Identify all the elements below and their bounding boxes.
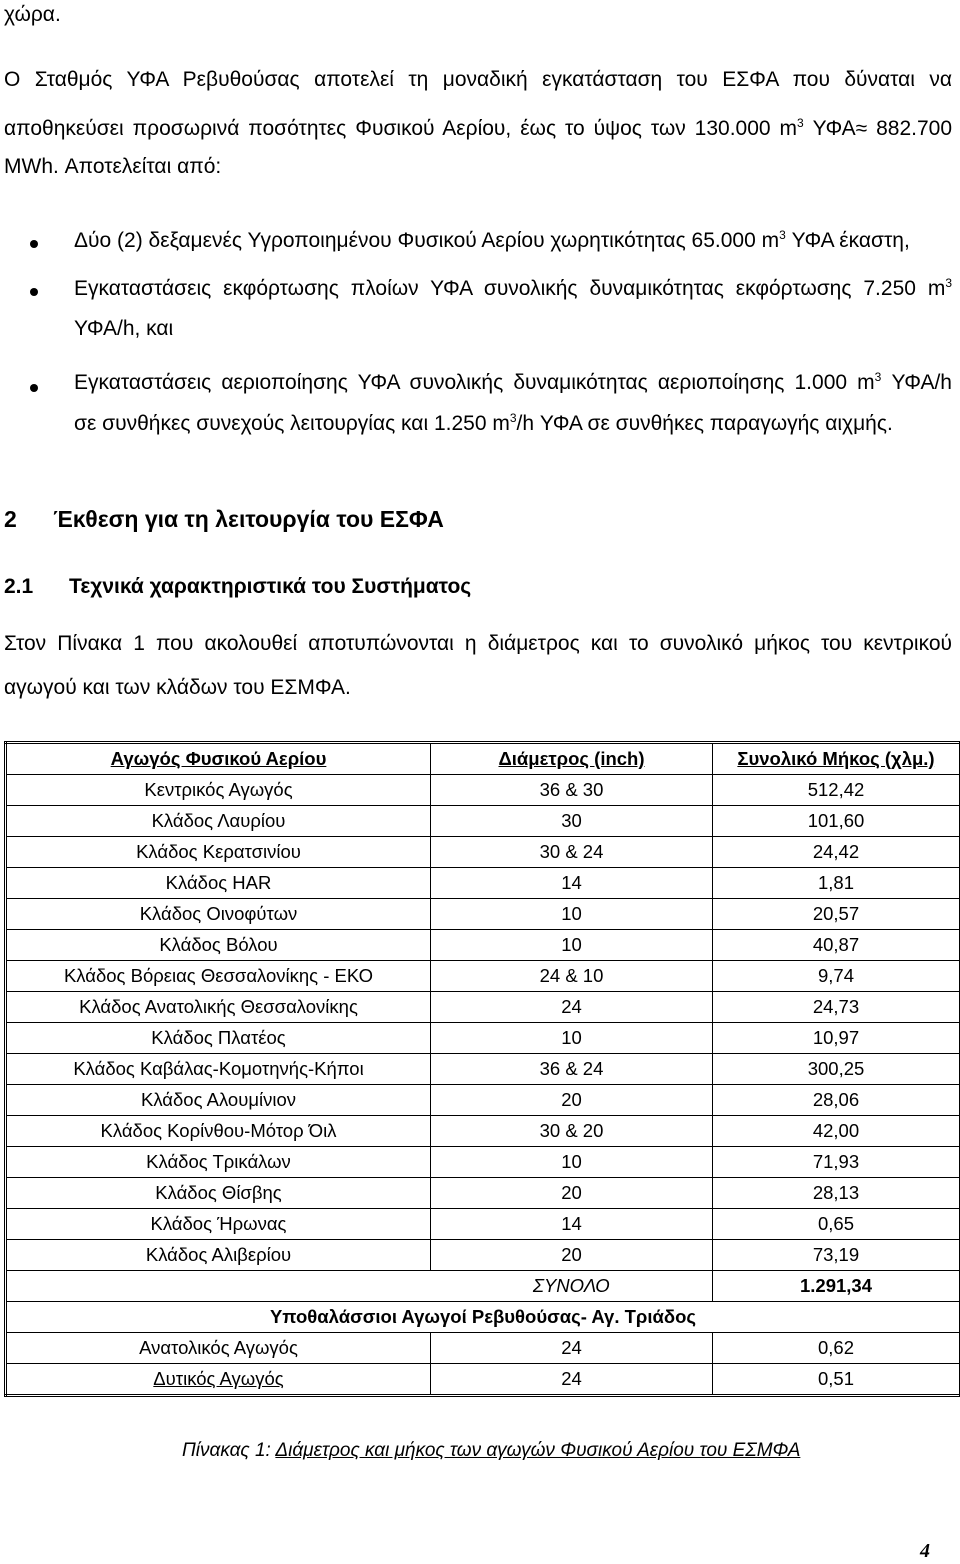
- column-header: Αγωγός Φυσικού Αερίου: [6, 743, 431, 775]
- table-cell: 30 & 24: [431, 837, 713, 868]
- table-row: [6, 1209, 960, 1240]
- table-cell: 20: [431, 1240, 713, 1271]
- table-cell: Κλάδος Κερατσινίου: [6, 837, 431, 868]
- table-cell: 36 & 24: [431, 1054, 713, 1085]
- bullet-item-continuation: [74, 411, 952, 437]
- table-row: [6, 1364, 960, 1396]
- superscript: 3: [874, 370, 882, 384]
- table-cell: 0,51: [713, 1364, 960, 1396]
- table-row: [6, 1116, 960, 1147]
- table-header-row: [6, 743, 960, 775]
- paragraph-line: Ο Σταθμός ΥΦΑ Ρεβυθούσας αποτελεί τη μοναδική εγκατάσταση του ΕΣΦΑ που δύναται να: [4, 68, 952, 91]
- bullet-icon: [30, 384, 38, 392]
- table-cell: Κλάδος Πλατέος: [6, 1023, 431, 1054]
- subheader-cell: Υποθαλάσσιοι Αγωγοί Ρεβυθούσας- Αγ. Τριάδος: [6, 1302, 960, 1333]
- table-cell: Κλάδος HAR: [6, 868, 431, 899]
- table-row: [6, 1085, 960, 1116]
- table-cell: 24 & 10: [431, 961, 713, 992]
- table-row: [6, 1054, 960, 1085]
- section-number: 2: [4, 506, 17, 532]
- table-cell: 10: [431, 930, 713, 961]
- table-cell: Κλάδος Ήρωνας: [6, 1209, 431, 1240]
- pipeline-table: [4, 741, 960, 1397]
- table-cell: Κλάδος Βόλου: [6, 930, 431, 961]
- bullet-icon: [30, 240, 38, 248]
- table-row: [6, 868, 960, 899]
- table-cell: Κλάδος Βόρειας Θεσσαλονίκης - ΕΚΟ: [6, 961, 431, 992]
- superscript: 3: [945, 276, 952, 290]
- text-run: Εγκαταστάσεις εκφόρτωσης πλοίων ΥΦΑ συνολικής δυναμικότητας εκφόρτωσης 7.250 m: [74, 277, 946, 300]
- table-total-row: [6, 1271, 960, 1302]
- table-cell: 30: [431, 806, 713, 837]
- table-cell: 101,60: [713, 806, 960, 837]
- total-value: 1.291,34: [713, 1271, 960, 1302]
- table-cell: 28,13: [713, 1178, 960, 1209]
- table-row: [6, 930, 960, 961]
- table-row: [6, 961, 960, 992]
- table-cell: 30 & 20: [431, 1116, 713, 1147]
- table-cell: Κλάδος Κορίνθου-Μότορ Όιλ: [6, 1116, 431, 1147]
- table-cell: Κλάδος Αλουμίνιον: [6, 1085, 431, 1116]
- bullet-item-continuation: ΥΦΑ/h, και: [74, 317, 174, 340]
- subsection-heading: [4, 575, 471, 599]
- table-cell: Δυτικός Αγωγός: [6, 1364, 431, 1396]
- table-cell: 36 & 30: [431, 775, 713, 806]
- table-row: [6, 775, 960, 806]
- caption-text: Διάμετρος και μήκος των αγωγών Φυσικού Αερίου του ΕΣΜΦΑ: [275, 1440, 801, 1461]
- table-cell: 20: [431, 1178, 713, 1209]
- table-cell: 10,97: [713, 1023, 960, 1054]
- table-row: [6, 1178, 960, 1209]
- table-subheader-row: [6, 1302, 960, 1333]
- table-cell: 300,25: [713, 1054, 960, 1085]
- table-row: [6, 1240, 960, 1271]
- table-cell: 28,06: [713, 1085, 960, 1116]
- table-row: [6, 1333, 960, 1364]
- bullet-item: [74, 370, 952, 396]
- table-cell: 0,62: [713, 1333, 960, 1364]
- section-title: Έκθεση για τη λειτουργία του ΕΣΦΑ: [53, 506, 444, 532]
- text-run: αποθηκεύσει προσωρινά ποσότητες Φυσικού Αερίου, έως το ύψος των 130.000 m: [4, 117, 798, 140]
- table-cell: 42,00: [713, 1116, 960, 1147]
- table-cell: 71,93: [713, 1147, 960, 1178]
- paragraph-line: Στον Πίνακα 1 που ακολουθεί αποτυπώνονται η διάμετρος και το συνολικό μήκος του κεντρικού: [4, 632, 952, 655]
- table-cell: 10: [431, 899, 713, 930]
- page-number: 4: [920, 1540, 930, 1562]
- table-cell: Κεντρικός Αγωγός: [6, 775, 431, 806]
- superscript: 3: [509, 411, 517, 425]
- paragraph-line: MWh. Αποτελείται από:: [4, 155, 222, 178]
- table-cell: 0,65: [713, 1209, 960, 1240]
- table-cell: 24: [431, 1364, 713, 1396]
- bullet-item: [74, 276, 952, 302]
- table-cell: 14: [431, 868, 713, 899]
- table-row: [6, 1147, 960, 1178]
- table-row: [6, 992, 960, 1023]
- section-heading: [4, 506, 444, 533]
- table-cell: 20,57: [713, 899, 960, 930]
- table-cell: 9,74: [713, 961, 960, 992]
- table-cell: 24,42: [713, 837, 960, 868]
- paragraph-line: αγωγού και των κλάδων του ΕΣΜΦΑ.: [4, 676, 351, 699]
- table-cell: 10: [431, 1147, 713, 1178]
- table-cell: 24: [431, 1333, 713, 1364]
- table-cell: 512,42: [713, 775, 960, 806]
- text-run: ΥΦΑ έκαστη,: [785, 229, 910, 252]
- superscript: 3: [797, 116, 804, 130]
- table-cell: Ανατολικός Αγωγός: [6, 1333, 431, 1364]
- table-cell: Κλάδος Αλιβερίου: [6, 1240, 431, 1271]
- table-cell: Κλάδος Οινοφύτων: [6, 899, 431, 930]
- superscript: 3: [779, 228, 786, 242]
- text-run: ΥΦΑ/h: [881, 371, 952, 394]
- caption-prefix: Πίνακας 1:: [182, 1440, 276, 1461]
- column-header: Διάμετρος (inch): [431, 743, 713, 775]
- table-row: [6, 1023, 960, 1054]
- table-cell: 20: [431, 1085, 713, 1116]
- table-cell: 14: [431, 1209, 713, 1240]
- text-run: Εγκαταστάσεις αεριοποίησης ΥΦΑ συνολικής δυναμικότητας αεριοποίησης 1.000 m: [74, 371, 875, 394]
- table-cell: Κλάδος Θίσβης: [6, 1178, 431, 1209]
- text-run: Δύο (2) δεξαμενές Υγροποιημένου Φυσικού Αερίου χωρητικότητας 65.000 m: [74, 229, 780, 252]
- table-row: [6, 899, 960, 930]
- table-caption: [182, 1440, 800, 1462]
- total-label: ΣΥΝΟΛΟ: [431, 1271, 713, 1302]
- text-run: σε συνθήκες συνεχούς λειτουργίας και 1.250 m: [74, 412, 510, 435]
- subsection-number: 2.1: [4, 575, 34, 598]
- table-row: [6, 837, 960, 868]
- table-cell: Κλάδος Καβάλας-Κομοτηνής-Κήποι: [6, 1054, 431, 1085]
- table-cell: Κλάδος Τρικάλων: [6, 1147, 431, 1178]
- table-cell: 40,87: [713, 930, 960, 961]
- table-cell: 24: [431, 992, 713, 1023]
- table-cell: 1,81: [713, 868, 960, 899]
- text-run: ΥΦΑ≈ 882.700: [803, 117, 953, 140]
- table-cell: 24,73: [713, 992, 960, 1023]
- column-header: Συνολικό Μήκος (χλμ.): [713, 743, 960, 775]
- table-cell: Κλάδος Λαυρίου: [6, 806, 431, 837]
- bullet-icon: [30, 288, 38, 296]
- table-cell: Κλάδος Ανατολικής Θεσσαλονίκης: [6, 992, 431, 1023]
- text-line: χώρα.: [4, 3, 61, 26]
- table-cell: 10: [431, 1023, 713, 1054]
- subsection-title: Τεχνικά χαρακτηριστικά του Συστήματος: [69, 575, 472, 598]
- paragraph-line: [4, 116, 952, 142]
- text-run: /h ΥΦΑ σε συνθήκες παραγωγής αιχμής.: [516, 412, 893, 435]
- table-row: [6, 806, 960, 837]
- table-cell-empty: [6, 1271, 431, 1302]
- bullet-item: [74, 228, 952, 254]
- table-cell: 73,19: [713, 1240, 960, 1271]
